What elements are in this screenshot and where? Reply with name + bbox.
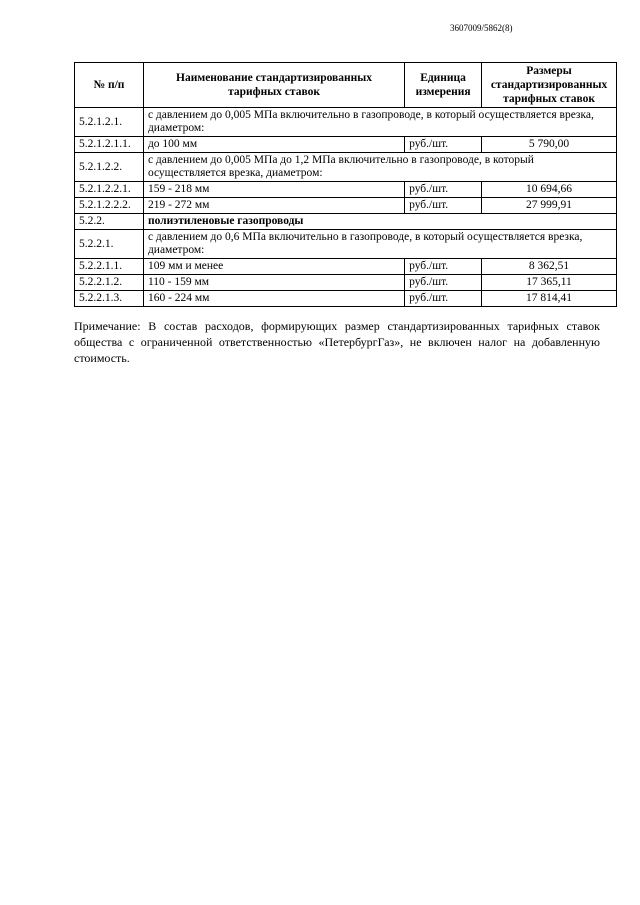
row-value: 27 999,91 [482, 198, 617, 214]
table-row [75, 153, 617, 182]
row-unit: руб./шт. [405, 198, 482, 214]
row-number: 5.2.2.1.2. [75, 275, 144, 291]
table-row [75, 182, 617, 198]
row-number: 5.2.1.2.1. [75, 108, 144, 137]
row-name: с давлением до 0,005 МПа включительно в газопроводе, в который осуществляется врезка, диаметром: [143, 108, 616, 137]
row-value: 17 814,41 [482, 291, 617, 307]
row-value: 8 362,51 [482, 259, 617, 275]
document-number: 3607009/5862(8) [450, 23, 513, 33]
table-row [75, 198, 617, 214]
row-number: 5.2.1.2.2.2. [75, 198, 144, 214]
row-unit: руб./шт. [405, 182, 482, 198]
row-name: с давлением до 0,6 МПа включительно в газопроводе, в который осуществляется врезка, диаметром: [143, 230, 616, 259]
table-row [75, 137, 617, 153]
header-unit: Единица измерения [405, 63, 482, 108]
row-unit: руб./шт. [405, 275, 482, 291]
header-rate: Размеры стандартизированных тарифных ставок [482, 63, 617, 108]
row-value: 5 790,00 [482, 137, 617, 153]
row-value: 10 694,66 [482, 182, 617, 198]
row-number: 5.2.1.2.2. [75, 153, 144, 182]
table-row [75, 108, 617, 137]
row-name: 110 - 159 мм [143, 275, 404, 291]
row-name: 160 - 224 мм [143, 291, 404, 307]
table-row [75, 214, 617, 230]
row-number: 5.2.2.1.1. [75, 259, 144, 275]
tariff-table [74, 62, 617, 307]
header-number: № п/п [75, 63, 144, 108]
row-unit: руб./шт. [405, 259, 482, 275]
row-number: 5.2.1.2.2.1. [75, 182, 144, 198]
table-row [75, 259, 617, 275]
row-name: 219 - 272 мм [143, 198, 404, 214]
row-name: с давлением до 0,005 МПа до 1,2 МПа включительно в газопроводе, в который осуществляется врезка, диаметром: [143, 153, 616, 182]
table-row [75, 275, 617, 291]
table-header-row [75, 63, 617, 108]
row-name: 159 - 218 мм [143, 182, 404, 198]
row-number: 5.2.2. [75, 214, 144, 230]
row-unit: руб./шт. [405, 137, 482, 153]
row-name: полиэтиленовые газопроводы [143, 214, 616, 230]
row-name: 109 мм и менее [143, 259, 404, 275]
table-row [75, 230, 617, 259]
row-unit: руб./шт. [405, 291, 482, 307]
row-number: 5.2.1.2.1.1. [75, 137, 144, 153]
note-text: Примечание: В состав расходов, формирующих размер стандартизированных тарифных ставок общества с ограниченной ответственностью «ПетербургГаз», не включен налог на добавленную стоимость. [74, 319, 600, 365]
table-row [75, 291, 617, 307]
row-value: 17 365,11 [482, 275, 617, 291]
row-number: 5.2.2.1.3. [75, 291, 144, 307]
row-number: 5.2.2.1. [75, 230, 144, 259]
row-name: до 100 мм [143, 137, 404, 153]
header-name: Наименование стандартизированных тарифных ставок [143, 63, 404, 108]
